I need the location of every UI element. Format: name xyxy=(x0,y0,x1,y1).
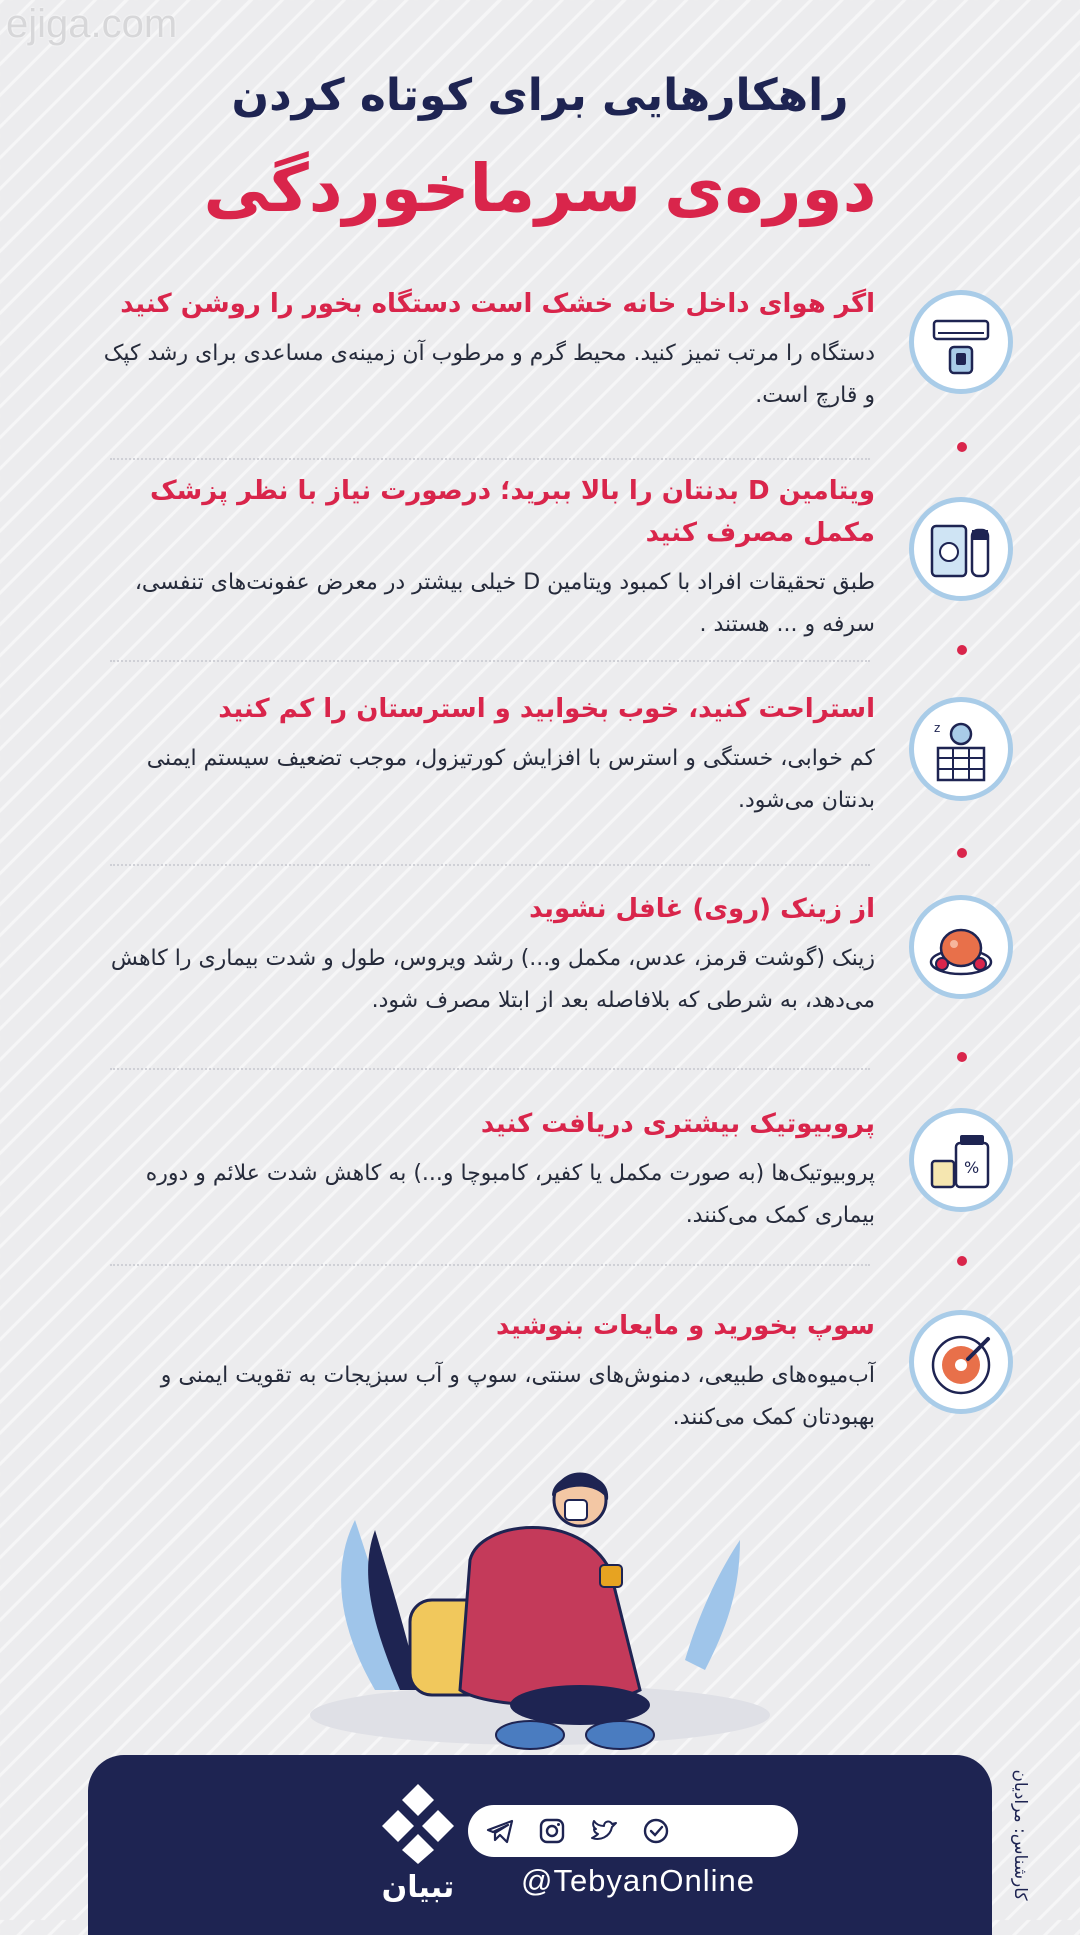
connector-dot xyxy=(957,442,967,452)
tip-heading: استراحت کنید، خوب بخوابید و استرستان را کم کنید xyxy=(218,694,875,724)
tip-heading: ویتامین D بدنتان را بالا ببرید؛ درصورت نیاز با نظر پزشک مکمل مصرف کنید xyxy=(150,476,875,548)
soup-bowl-icon xyxy=(909,1310,1013,1414)
tip-probiotic xyxy=(95,1103,875,1237)
logo-text: تبیان xyxy=(381,1870,455,1905)
tip-zinc xyxy=(95,888,875,1022)
tip-humidifier xyxy=(95,283,875,417)
tip-text: طبق تحقیقات افراد با کمبود ویتامین D خیلی بیشتر در معرض عفونت‌های تنفسی، سرفه و ... هستند . xyxy=(134,570,875,637)
tip-rest xyxy=(95,688,875,822)
telegram-icon[interactable] xyxy=(482,1813,518,1849)
page-title: دوره‌ی سرماخوردگی xyxy=(203,150,877,227)
tip-heading: پروبیوتیک بیشتری دریافت کنید xyxy=(480,1109,875,1139)
meat-icon xyxy=(909,895,1013,999)
divider xyxy=(110,1068,870,1070)
tip-heading: سوپ بخورید و مایعات بنوشید xyxy=(496,1311,875,1341)
connector-dot xyxy=(957,1256,967,1266)
sick-person-illustration xyxy=(280,1460,800,1755)
tip-text: زینک (گوشت قرمز، عدس، مکمل و...) رشد ویروس، طول و شدت بیماری را کاهش می‌دهد، به شرطی که بلافاصله بعد از ابتلا مصرف شود. xyxy=(110,946,875,1013)
tebyan-logo-icon xyxy=(378,1780,458,1864)
twitter-icon[interactable] xyxy=(586,1813,622,1849)
tip-heading: اگر هوای داخل خانه خشک است دستگاه بخور را روشن کنید xyxy=(120,289,875,319)
divider xyxy=(110,660,870,662)
tip-soup xyxy=(95,1305,875,1439)
tip-vitamin-d xyxy=(95,470,875,646)
title-line-1: راهکارهایی برای کوتاه کردن xyxy=(231,70,849,121)
connector-dot xyxy=(957,1052,967,1062)
divider xyxy=(110,864,870,866)
sleep-icon xyxy=(909,697,1013,801)
probiotic-jar-icon xyxy=(909,1108,1013,1212)
credit-text: کارشناس: مرادیان xyxy=(1010,1769,1030,1901)
divider xyxy=(110,458,870,460)
svg-text:%: % xyxy=(964,1158,980,1177)
divider xyxy=(110,1264,870,1266)
tip-heading: از زینک (روی) غافل نشوید xyxy=(529,894,875,924)
footer xyxy=(88,1755,992,1935)
tip-text: کم خوابی، خستگی و استرس با افزایش کورتیزول، موجب تضعیف سیستم ایمنی بدنتان می‌شود. xyxy=(146,746,875,813)
watermark: ejiga.com xyxy=(6,2,178,46)
verified-icon[interactable] xyxy=(638,1813,674,1849)
credit xyxy=(1000,1760,1040,1910)
instagram-icon[interactable] xyxy=(534,1813,570,1849)
social-handle[interactable]: @TebyanOnline xyxy=(520,1863,756,1898)
connector-dot xyxy=(957,848,967,858)
vitamin-d-icon xyxy=(909,497,1013,601)
tip-text: آب‌میوه‌های طبیعی، دمنوش‌های سنتی، سوپ و آب سبزیجات به تقویت ایمنی و بهبودتان کمک می‌کنند. xyxy=(160,1363,875,1430)
social-links xyxy=(468,1805,798,1857)
tip-text: پروبیوتیک‌ها (به صورت مکمل یا کفیر، کامبوچا و...) به کاهش شدت علائم و دوره بیماری کمک می‌کنند. xyxy=(145,1161,875,1228)
tip-text: دستگاه را مرتب تمیز کنید. محیط گرم و مرطوب آن زمینه‌ی مساعدی برای رشد کپک و قارچ است. xyxy=(103,341,875,408)
svg-text:z: z xyxy=(934,721,941,735)
connector-dot xyxy=(957,645,967,655)
humidifier-icon xyxy=(909,290,1013,394)
